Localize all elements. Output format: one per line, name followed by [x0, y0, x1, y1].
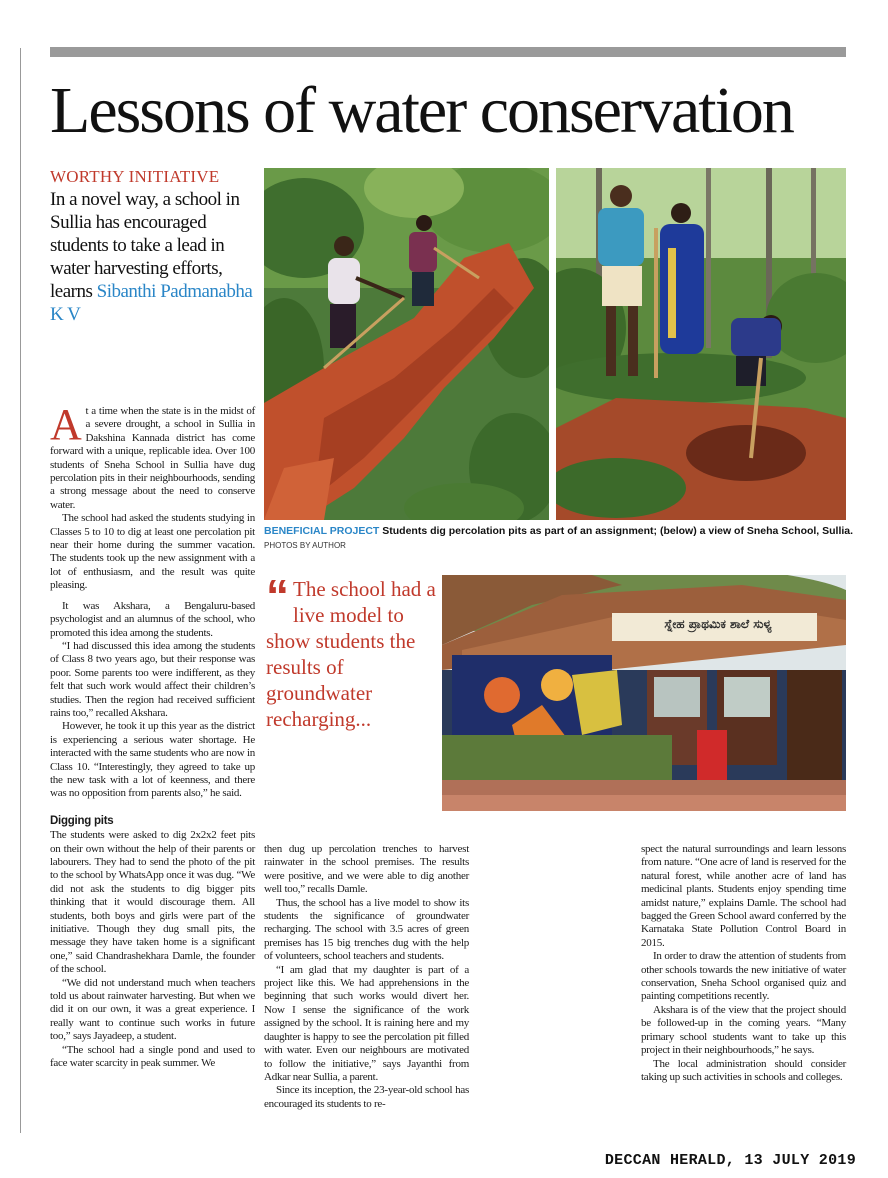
caption-text: Students dig percolation pits as part of an assignment; (below) a view of Sneha School, Sullia.	[382, 525, 854, 537]
headline: Lessons of water conservation	[50, 74, 793, 147]
photo-caption	[264, 525, 854, 538]
paragraph: It was Akshara, a Bengaluru-based psychologist and an alumnus of the school, who promoted this idea among the students.	[50, 599, 255, 639]
drop-cap: A	[50, 400, 82, 449]
paragraph-text: t a time when the state is in the midst of a severe drought, a school in Sullia in Dakshina Kannada district has come forward with a unique, replicable idea. Over 100 students of Sneha School in Sullia have dug percolation pits in their neighbourhoods, sending a strong message about the need to conserve water.	[50, 405, 255, 511]
paragraph: Since its inception, the 23-year-old school has encouraged its students to re-	[264, 1084, 469, 1110]
paragraph: However, he took it up this year as the district is experiencing a serious water shortage. He interacted with the same students who are now in Class 10. “Interestingly, they agreed to take up the new task with a lot of keenness, and there was no opposition from parents also,” he said.	[50, 720, 255, 800]
paragraph: Akshara is of the view that the project should be followed-up in the coming years. “Many primary school students want to take up this project in their neighbourhoods,” he says.	[641, 1003, 846, 1057]
article-column-3	[641, 843, 846, 1084]
photo-students-digging	[264, 168, 549, 520]
publication-dateline: DECCAN HERALD, 13 JULY 2019	[604, 1152, 856, 1169]
paragraph: “I had discussed this idea among the students of Class 8 two years ago, but their response was poor. Some parents too were indifferent, as they felt that such work would affect their children’s studies. Then the region had received sufficient rains too,” recalled Akshara.	[50, 639, 255, 719]
school-sign-text: ಸ್ನೇಹ ಪ್ರಾಥಮಿಕ ಶಾಲೆ ಸುಳ್ಯ	[664, 617, 772, 631]
photo-sneha-school	[442, 575, 846, 811]
article-column-2	[264, 843, 469, 1111]
paragraph: The local administration should consider taking up such activities in schools and colleges.	[641, 1057, 846, 1083]
kicker: WORTHY INITIATIVE	[50, 167, 220, 186]
pull-quote	[266, 570, 436, 732]
caption-label: BENEFICIAL PROJECT	[264, 525, 380, 537]
page-margin-rule	[20, 48, 21, 1133]
photo-family-digging-image	[556, 168, 846, 520]
paragraph: “We did not understand much when teachers told us about rainwater harvesting. But when we did it on our own, it was a great experience. I really want to continue such works in future too,” says Jayadeep, a student.	[50, 976, 255, 1043]
quote-mark-icon: “	[266, 570, 289, 622]
photo-students-digging-image	[264, 168, 549, 520]
paragraph: then dug up percolation trenches to harvest rainwater in the school premises. The results were positive, and we were able to dig another well too,” recalls Damle.	[264, 843, 469, 896]
subhead: Digging pits	[50, 814, 114, 827]
byline-author: Sibanthi Padmanabha K V	[50, 281, 253, 325]
photo-family-digging	[556, 168, 846, 520]
paragraph	[50, 400, 255, 512]
deck-text: In a novel way, a school in Sullia has encouraged students to take a lead in water harvesting efforts, learns	[50, 189, 240, 302]
pull-quote-text: The school had a live model to show students the results of groundwater recharging...	[266, 577, 436, 731]
paragraph: The students were asked to dig 2x2x2 feet pits on their own without the help of their parents or labourers. They had to send the photo of the pit to the school by WhatsApp once it was dug. “We did not ask the students to dig bigger pits thinking that it would discourage them. All students, both boys and girls were part of the initiative. Though they dug small pits, the message they have taken home is a significant one,” said Chandrashekhara Damle, the founder of the school.	[50, 829, 255, 976]
paragraph: “I am glad that my daughter is part of a project like this. We had apprehensions in the beginning that such works would divert her. Now I sense the significance of the work assigned by the school. It is raining here and my daughter is happy to see the percolation pit filled with water. Even our neighbours are motivated to follow the initiative,” says Jayanthi from Adkar near Sullia, a parent.	[264, 963, 469, 1083]
photo-sneha-school-image	[442, 575, 846, 811]
top-rule-bar	[50, 47, 846, 57]
paragraph: “The school had a single pond and used to face water scarcity in peak summer. We	[50, 1043, 255, 1070]
paragraph: Thus, the school has a live model to show its students the significance of groundwater recharging. The school with 3.5 acres of green premises has 15 big trenches dug with the help of volunteers, school teachers and students.	[264, 896, 469, 963]
article-column-1	[50, 400, 255, 1071]
paragraph: The school had asked the students studying in Classes 5 to 10 to dig at least one percolation pit near their home during the summer vacation. The students took up the new assignment with a lot of enthusiasm, and the result was quite pleasing.	[50, 512, 255, 592]
deck	[50, 188, 260, 326]
paragraph: spect the natural surroundings and learn lessons from nature. “One acre of land is reserved for the natural forest, while another acre of land has medicinal plants. Students enjoy spending time amidst nature,” explains Damle. The school had bagged the Green School award conferred by the Karnataka State Pollution Control Board in 2015.	[641, 843, 846, 949]
paragraph: In order to draw the attention of students from other schools towards the new initiative of water conservation, Sneha School organised quiz and painting competitions recently.	[641, 950, 846, 1003]
photo-credit: PHOTOS BY AUTHOR	[264, 541, 346, 550]
